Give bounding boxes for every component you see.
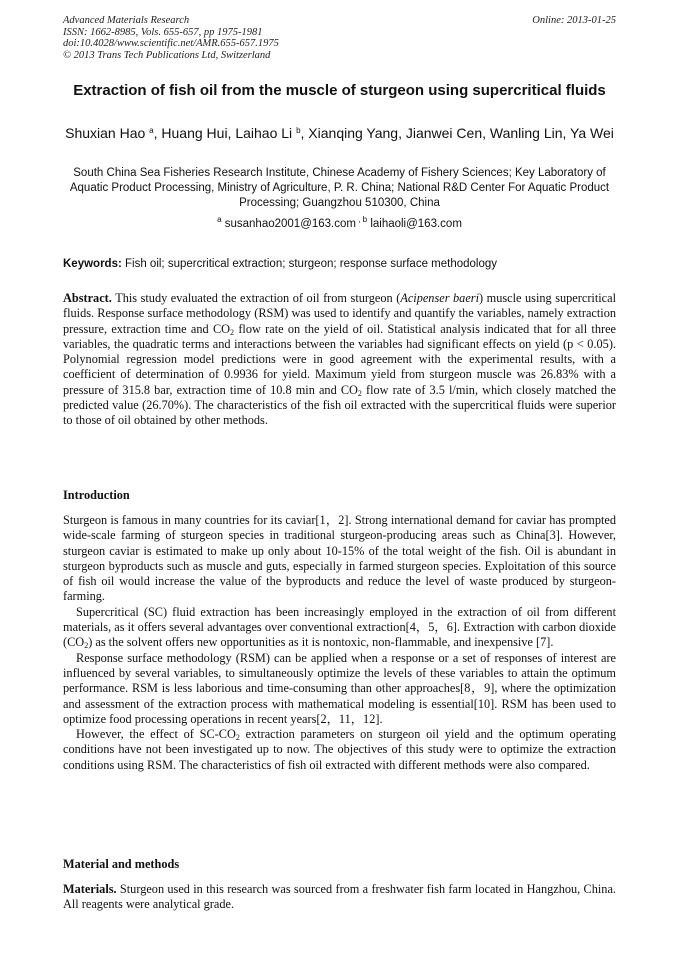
co2-subscript: 2: [84, 641, 89, 651]
methods-heading: Material and methods: [63, 857, 180, 871]
keywords-text: Fish oil; supercritical extraction; sturgeon; response surface methodology: [125, 258, 498, 270]
co2-subscript: 2: [357, 388, 362, 398]
abstract-text-4: flow rate of 3.5 l/min, which closely matched the predicted value (26.70%). The characteristics of the fish oil extracted with the supercritical fluids were superior to those of oil obtained by other methods.: [63, 382, 616, 428]
author-2-mark: b: [296, 126, 301, 135]
issn-line: ISSN: 1662-8985, Vols. 655-657, pp 1975-1981: [63, 26, 263, 38]
materials-paragraph: [63, 882, 616, 913]
abstract-text-2: ) muscle using supercritical fluids. Response surface methodology (RSM) was used to identify and quantify the variables, namely extraction pressure, extraction time and CO: [63, 291, 616, 336]
abstract: [63, 291, 616, 429]
intro-p2-text-b: ) as the solvent offers new opportunities as it is nontoxic, non-flammable, and inexpensive [7].: [88, 635, 554, 650]
email-b-mark: b: [362, 215, 368, 224]
author-list: [63, 124, 616, 143]
intro-paragraph-4: [63, 727, 616, 773]
abstract-text-1: This study evaluated the extraction of oil from sturgeon (: [115, 291, 401, 305]
email-separator: ,: [355, 215, 363, 224]
email-b[interactable]: laihaoli@163.com: [370, 218, 462, 230]
abstract-label: Abstract.: [63, 291, 112, 305]
materials-text: Sturgeon used in this research was sourced from a freshwater fish farm located in Hangzhou, China. All reagents were analytical grade.: [63, 882, 616, 912]
email-a[interactable]: susanhao2001@163.com: [224, 218, 356, 230]
journal-header: [63, 15, 616, 61]
introduction-heading: Introduction: [63, 488, 130, 502]
author-1: Shuxian Hao: [65, 125, 146, 141]
journal-name: Advanced Materials Research: [63, 15, 190, 26]
keywords-label: Keywords:: [63, 258, 122, 270]
copyright-line: © 2013 Trans Tech Publications Ltd, Switzerland: [63, 49, 271, 61]
doi-line[interactable]: doi:10.4028/www.scientific.net/AMR.655-657.1975: [63, 38, 279, 49]
online-date: Online: 2013-01-25: [532, 15, 616, 26]
intro-paragraph-1: Sturgeon is famous in many countries for its caviar[1，2]. Strong international demand for caviar has prompted wide-scale farming of sturgeon species in traditional sturgeon-producing areas such as China[3]. However, sturgeon caviar is estimated to make up only about 10-15% of the total weight of the fish. Oil is abundant in sturgeon byproducts such as muscle and guts, especially in farmed sturgeon species. Exploitation of this source of fish oil would increase the value of the byproducts and reduce the level of waste produced by sturgeon-farming.: [63, 513, 616, 604]
abstract-text-3: flow rate on the yield of oil. Statistical analysis indicated that for all three variables, the quadratic terms and interactions between the variables had significant effects on yield (p < 0.05). Polynomial regression model predictions were in good agreement with the experimental results, with a coefficient of determination of 0.9936 for yield. Maximum yield from sturgeon muscle was 26.83% with a pressure of 315.8 bar, extraction time of 10.8 min and CO: [63, 321, 617, 397]
authors-2: , Huang Hui, Laihao Li: [153, 125, 293, 141]
intro-p4-text-b: extraction parameters on sturgeon oil yield and the optimum operating conditions have not been investigated up to now. The objectives of this study were to optimize the extraction conditions using RSM. The characteristics of fish oil extracted with different methods were also compared.: [63, 727, 616, 772]
email-line: [63, 217, 616, 232]
materials-label: Materials.: [63, 882, 117, 896]
authors-3: , Xianqing Yang, Jianwei Cen, Wanling Lin, Ya Wei: [300, 125, 614, 141]
intro-paragraph-2: [63, 605, 616, 651]
co2-subscript: 2: [230, 327, 235, 337]
intro-p4-text-a: However, the effect of SC-CO: [76, 727, 236, 742]
affiliation: South China Sea Fisheries Research Institute, Chinese Academy of Fishery Sciences; Key Laboratory of Aquatic Product Processing, Ministry of Agriculture, P. R. China; National R&D Center For Aquatic Product Processing; Guangzhou 510300, China: [69, 167, 610, 209]
author-1-mark: a: [149, 126, 154, 135]
intro-p2-text-a: Supercritical (SC) fluid extraction has been increasingly employed in the extraction of oil from different materials, as it offers several advantages over conventional extraction[4，5，6]. Extraction with carbon dioxide (CO: [63, 604, 616, 650]
paper-title: Extraction of fish oil from the muscle of sturgeon using supercritical fluids: [73, 82, 606, 99]
email-a-mark: a: [217, 215, 222, 224]
intro-paragraph-3: Response surface methodology (RSM) can be applied when a response or a set of responses of interest are influenced by several variables, to simultaneously optimize the levels of these variables to attain the optimum performance. RSM is less laborious and time-consuming than other approaches[8，9], where the optimization and assessment of the extraction process with mathematical modeling is essential[10]. RSM has been used to optimize food processing operations in recent years[2，11，12].: [63, 650, 616, 726]
introduction-body: [63, 513, 616, 773]
species-name: Acipenser baeri: [400, 291, 479, 305]
keywords: [63, 257, 616, 272]
co2-subscript: 2: [235, 733, 240, 743]
